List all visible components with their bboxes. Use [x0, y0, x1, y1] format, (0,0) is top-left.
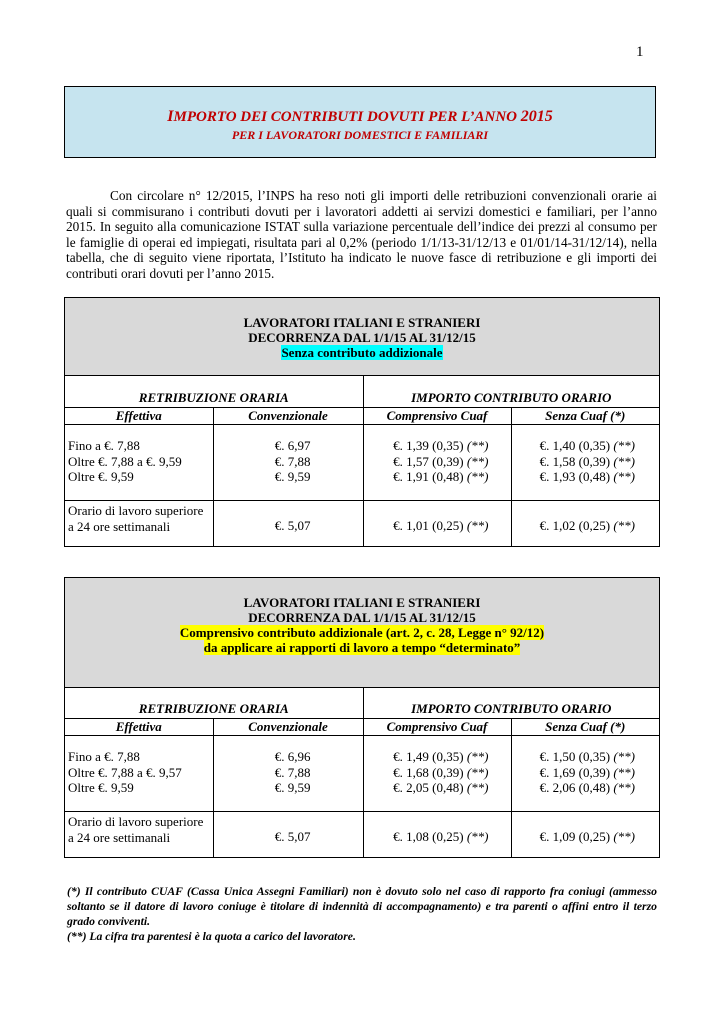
contribution-table-2 [64, 577, 660, 858]
cell-senza: €. 1,93 (0,48) (**) [539, 469, 635, 484]
footnotes [67, 884, 657, 944]
cell-convenzionale: €. 6,96 [274, 749, 311, 764]
table-2-heading-line2: DECORRENZA DAL 1/1/15 AL 31/12/15 [248, 610, 476, 625]
cell-senza: €. 1,58 (0,39) (**) [539, 453, 635, 469]
cell-convenzionale: €. 9,59 [274, 780, 311, 795]
header-effettiva: Effettiva [65, 408, 213, 425]
header-effettiva: Effettiva [65, 719, 213, 736]
table-1-heading-line2: DECORRENZA DAL 1/1/15 AL 31/12/15 [248, 330, 476, 345]
cell-convenzionale: €. 7,88 [274, 764, 311, 780]
col-comprensivo [363, 425, 511, 501]
cell-convenzionale: €. 5,07 [213, 501, 363, 547]
page-subtitle: PER I LAVORATORI DOMESTICI E FAMILIARI [231, 128, 489, 142]
title-year: 2015 [520, 108, 553, 125]
cell-comprensivo: €. 1,68 (0,39) (**) [393, 764, 489, 780]
cell-convenzionale: €. 7,88 [274, 453, 311, 469]
title-initial: I [167, 108, 174, 125]
cell-senza: €. 1,02 (0,25) (**) [511, 501, 659, 547]
cell-effettiva: Oltre €. 9,59 [68, 469, 134, 484]
cell-effettiva: Orario di lavoro superiore a 24 ore settimanali [68, 503, 204, 534]
cell-senza: €. 1,69 (0,39) (**) [539, 764, 635, 780]
table-row [65, 736, 659, 812]
cell-senza: €. 2,06 (0,48) (**) [539, 780, 635, 795]
table-2-heading-highlight-2: da applicare ai rapporti di lavoro a tempo “determinato” [203, 640, 521, 655]
header-importo: IMPORTO CONTRIBUTO ORARIO [363, 688, 659, 719]
contribution-table-1 [64, 297, 660, 547]
cell-effettiva: Oltre €. 9,59 [68, 780, 134, 795]
cell-comprensivo: €. 1,57 (0,39) (**) [393, 453, 489, 469]
cell-comprensivo: €. 1,49 (0,35) (**) [393, 749, 489, 764]
table-2-heading [65, 578, 659, 688]
header-importo: IMPORTO CONTRIBUTO ORARIO [363, 376, 659, 408]
intro-paragraph [66, 188, 657, 281]
cell-senza: €. 1,50 (0,35) (**) [539, 749, 635, 764]
cell-comprensivo: €. 1,39 (0,35) (**) [393, 438, 489, 453]
table-2-grid [65, 688, 659, 857]
header-retribuzione: RETRIBUZIONE ORARIA [138, 701, 289, 716]
page-number: 1 [636, 44, 644, 60]
col-comprensivo [363, 736, 511, 812]
col-senza [511, 736, 659, 812]
table-2-heading-highlight-1: Comprensivo contributo addizionale (art. 2, c. 28, Legge n° 92/12) [179, 625, 545, 640]
header-comprensivo: Comprensivo Cuaf [363, 408, 511, 425]
col-convenzionale [213, 425, 363, 501]
cell-effettiva: Fino a €. 7,88 [68, 438, 140, 453]
header-comprensivo: Comprensivo Cuaf [363, 719, 511, 736]
header-convenzionale: Convenzionale [213, 408, 363, 425]
col-effettiva [65, 425, 213, 501]
table-2-heading-line1: LAVORATORI ITALIANI E STRANIERI [243, 595, 481, 610]
cell-comprensivo: €. 1,91 (0,48) (**) [393, 469, 489, 484]
title-text: MPORTO DEI CONTRIBUTI DOVUTI PER L’ANNO [173, 109, 517, 125]
footnote-cuaf: (*) Il contributo CUAF (Cassa Unica Assegni Familiari) non è dovuto solo nel caso di rapporto fra coniugi (ammesso soltanto se il datore di lavoro coniuge è titolare di indennità di accompagnamento) e tra parenti o affini entro il terzo grado conviventi. [67, 885, 657, 928]
header-convenzionale: Convenzionale [213, 719, 363, 736]
intro-text: Con circolare n° 12/2015, l’INPS ha reso noti gli importi delle retribuzioni convenzionali orarie ai quali si commisurano i contributi dovuti per i lavoratori addetti ai servizi domestici e familiari, per l’anno 2015. In seguito alla comunicazione ISTAT sulla variazione percentuale dell’indice dei prezzi al consumo per le famiglie di operai ed impiegati, risultata pari al 0,2% (periodo 1/1/13-31/12/13 e 01/01/14-31/12/14), nella tabella, che di seguito viene riportata, l’Istituto ha indicato le nuove fasce di retribuzione e gli importi dei contributi orari dovuti per l’anno 2015. [66, 188, 657, 281]
header-senza: Senza Cuaf (*) [511, 408, 659, 425]
table-1-heading-highlight: Senza contributo addizionale [281, 345, 443, 360]
cell-convenzionale: €. 5,07 [213, 812, 363, 858]
cell-convenzionale: €. 9,59 [274, 469, 311, 484]
cell-senza: €. 1,09 (0,25) (**) [511, 812, 659, 858]
table-1-heading-line1: LAVORATORI ITALIANI E STRANIERI [243, 315, 481, 330]
col-senza [511, 425, 659, 501]
cell-effettiva: Oltre €. 7,88 a €. 9,59 [68, 453, 182, 469]
table-row [65, 812, 659, 858]
col-convenzionale [213, 736, 363, 812]
cell-senza: €. 1,40 (0,35) (**) [539, 438, 635, 453]
table-1-grid [65, 376, 659, 546]
title-box [64, 86, 656, 158]
footnote-worker-share: (**) La cifra tra parentesi è la quota a carico del lavoratore. [67, 930, 356, 943]
cell-comprensivo: €. 2,05 (0,48) (**) [393, 780, 489, 795]
table-1-heading [65, 298, 659, 376]
cell-comprensivo: €. 1,01 (0,25) (**) [363, 501, 511, 547]
table-row [65, 425, 659, 501]
header-retribuzione: RETRIBUZIONE ORARIA [138, 390, 289, 405]
cell-effettiva: Orario di lavoro superiore a 24 ore settimanali [68, 814, 204, 845]
cell-effettiva: Fino a €. 7,88 [68, 749, 140, 764]
header-senza: Senza Cuaf (*) [511, 719, 659, 736]
table-row [65, 501, 659, 547]
page-title [65, 108, 655, 126]
cell-effettiva: Oltre €. 7,88 a €. 9,57 [68, 764, 182, 780]
cell-convenzionale: €. 6,97 [274, 438, 311, 453]
col-effettiva [65, 736, 213, 812]
cell-comprensivo: €. 1,08 (0,25) (**) [363, 812, 511, 858]
